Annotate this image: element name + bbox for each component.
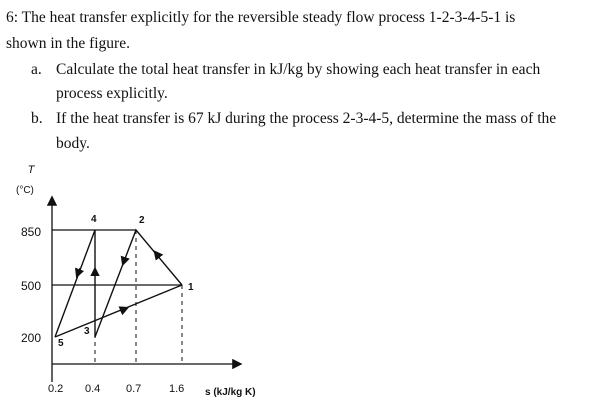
y-tick-850: 850	[21, 225, 42, 239]
part-b-line-2: body.	[56, 135, 90, 152]
state-label-2: 2	[139, 215, 145, 226]
y-tick-200: 200	[21, 331, 42, 345]
part-a-marker: a.	[31, 61, 42, 78]
y-axis-unit: (°C)	[16, 185, 34, 196]
state-label-3: 3	[84, 326, 90, 337]
x-tick-0-7: 0.7	[126, 383, 142, 395]
x-tick-1-6: 1.6	[169, 383, 185, 395]
state-label-4: 4	[91, 214, 97, 225]
x-tick-0-2: 0.2	[48, 383, 64, 395]
part-b-marker: b.	[31, 110, 43, 127]
process-5-1	[55, 285, 182, 337]
process-1-2-3	[95, 230, 182, 337]
question-line-1: 6: The heat transfer explicitly for the reversible steady flow process 1-2-3-4-5-1 is	[6, 9, 516, 26]
y-tick-500: 500	[21, 279, 42, 293]
part-a-line-2: process explicitly.	[56, 85, 168, 102]
process-3-4-5	[55, 230, 95, 337]
state-label-5: 5	[58, 338, 64, 349]
part-b-line-1: If the heat transfer is 67 kJ during the process 2-3-4-5, determine the mass of the	[56, 110, 557, 127]
x-axis-label: s (kJ/kg K)	[205, 387, 256, 398]
part-a-line-1: Calculate the total heat transfer in kJ/kg by showing each heat transfer in each	[56, 61, 541, 78]
y-axis-symbol: T	[27, 164, 35, 176]
question-line-2: shown in the figure.	[6, 35, 130, 52]
state-label-1: 1	[188, 282, 194, 293]
x-tick-0-4: 0.4	[85, 383, 101, 395]
